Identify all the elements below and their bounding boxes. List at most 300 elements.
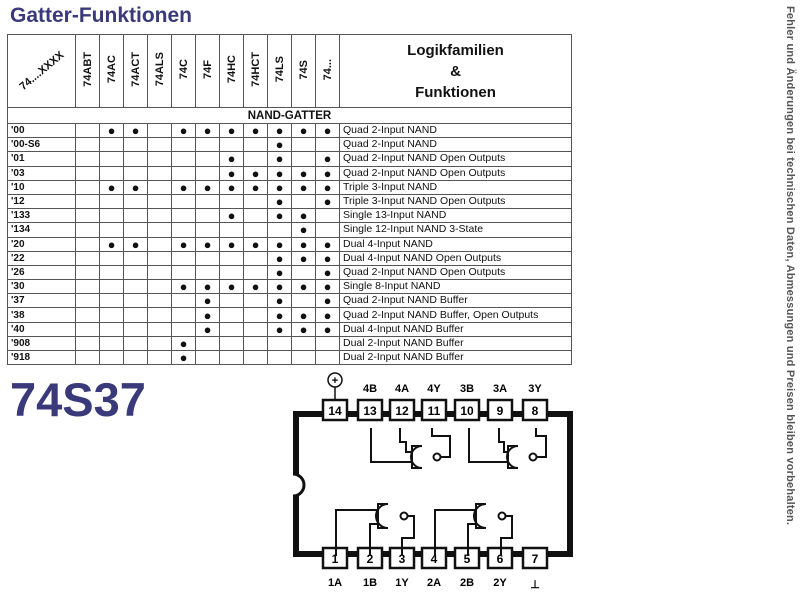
family-header bbox=[196, 35, 220, 108]
availability-dot-icon: ● bbox=[251, 180, 260, 195]
availability-cell bbox=[292, 124, 316, 138]
availability-dot-icon: ● bbox=[323, 237, 332, 252]
availability-cell bbox=[172, 166, 196, 180]
availability-cell bbox=[100, 138, 124, 152]
availability-cell bbox=[220, 124, 244, 138]
availability-cell bbox=[148, 152, 172, 166]
availability-cell bbox=[196, 209, 220, 223]
chip-notch bbox=[293, 474, 304, 496]
availability-cell bbox=[292, 209, 316, 223]
family-header bbox=[148, 35, 172, 108]
availability-cell bbox=[148, 124, 172, 138]
pin-number: 11 bbox=[427, 404, 441, 418]
availability-cell bbox=[244, 308, 268, 322]
availability-cell bbox=[292, 166, 316, 180]
availability-cell bbox=[244, 237, 268, 251]
availability-cell bbox=[292, 336, 316, 350]
availability-cell bbox=[244, 223, 268, 237]
availability-dot-icon: ● bbox=[203, 180, 212, 195]
part-code-cell: '03 bbox=[8, 166, 76, 180]
availability-cell bbox=[292, 251, 316, 265]
function-cell: Quad 2-Input NAND Buffer bbox=[340, 294, 572, 308]
availability-dot-icon: ● bbox=[227, 279, 236, 294]
availability-dot-icon: ● bbox=[323, 307, 332, 323]
pin-label: 3A bbox=[492, 383, 508, 395]
availability-dot-icon: ● bbox=[203, 237, 212, 252]
table-row bbox=[8, 194, 572, 208]
pin-number: 5 bbox=[463, 552, 471, 566]
availability-cell bbox=[196, 180, 220, 194]
availability-cell bbox=[316, 124, 340, 138]
part-code-cell: '22 bbox=[8, 251, 76, 265]
availability-cell bbox=[268, 138, 292, 152]
availability-dot-icon: ● bbox=[299, 322, 308, 337]
family-header bbox=[124, 35, 148, 108]
availability-cell bbox=[268, 251, 292, 265]
availability-cell bbox=[172, 209, 196, 223]
availability-cell bbox=[316, 152, 340, 166]
function-cell: Quad 2-Input NAND Open Outputs bbox=[340, 265, 572, 279]
availability-cell bbox=[316, 209, 340, 223]
family-label: 74ACT bbox=[129, 52, 142, 87]
availability-cell bbox=[220, 223, 244, 237]
part-code-cell: '30 bbox=[8, 280, 76, 294]
availability-dot-icon: ● bbox=[275, 279, 284, 294]
disclaimer-note: Fehler und Änderungen bei technischen Daten, Abmessungen und Preisen bleiben vorbehalten. bbox=[784, 6, 796, 526]
availability-cell bbox=[244, 265, 268, 279]
family-header bbox=[76, 35, 100, 108]
availability-cell bbox=[292, 294, 316, 308]
table-row bbox=[8, 308, 572, 322]
family-label: 74HC bbox=[225, 55, 238, 84]
availability-cell bbox=[76, 124, 100, 138]
availability-dot-icon: ● bbox=[251, 166, 260, 181]
availability-cell bbox=[172, 152, 196, 166]
pin-number: 1 bbox=[331, 552, 339, 566]
function-cell: Triple 3-Input NAND Open Outputs bbox=[340, 194, 572, 208]
top-pin bbox=[390, 383, 414, 420]
family-label: 74LS bbox=[273, 56, 286, 83]
availability-cell bbox=[100, 265, 124, 279]
availability-cell bbox=[292, 180, 316, 194]
availability-cell bbox=[172, 294, 196, 308]
availability-cell bbox=[220, 209, 244, 223]
pin-label: 4B bbox=[362, 383, 378, 395]
pin-label: 3Y bbox=[528, 383, 542, 395]
availability-cell bbox=[100, 336, 124, 350]
availability-dot-icon: ● bbox=[299, 251, 308, 266]
table-row bbox=[8, 237, 572, 251]
family-header bbox=[172, 35, 196, 108]
availability-cell bbox=[268, 265, 292, 279]
availability-cell bbox=[244, 280, 268, 294]
availability-cell bbox=[196, 194, 220, 208]
availability-cell bbox=[220, 194, 244, 208]
availability-dot-icon: ● bbox=[323, 322, 332, 337]
availability-cell bbox=[220, 336, 244, 350]
availability-dot-icon: ● bbox=[299, 222, 308, 237]
availability-cell bbox=[268, 237, 292, 251]
availability-cell bbox=[220, 294, 244, 308]
availability-cell bbox=[148, 180, 172, 194]
availability-cell bbox=[148, 280, 172, 294]
top-pin bbox=[523, 383, 547, 420]
availability-cell bbox=[124, 237, 148, 251]
pin-number: 3 bbox=[398, 552, 406, 566]
availability-cell bbox=[124, 209, 148, 223]
availability-cell bbox=[268, 209, 292, 223]
part-code-cell: '00-S6 bbox=[8, 138, 76, 152]
availability-cell bbox=[316, 251, 340, 265]
availability-cell bbox=[268, 152, 292, 166]
availability-dot-icon: ● bbox=[227, 166, 236, 181]
part-code-cell: '12 bbox=[8, 194, 76, 208]
family-header bbox=[268, 35, 292, 108]
pin-number: 4 bbox=[430, 552, 438, 566]
availability-dot-icon: ● bbox=[251, 123, 260, 138]
availability-cell bbox=[244, 322, 268, 336]
availability-cell bbox=[316, 237, 340, 251]
function-cell: Single 8-Input NAND bbox=[340, 280, 572, 294]
table-row bbox=[8, 124, 572, 138]
availability-cell bbox=[172, 322, 196, 336]
availability-cell bbox=[100, 180, 124, 194]
availability-dot-icon: ● bbox=[299, 237, 308, 252]
availability-cell bbox=[292, 280, 316, 294]
family-header bbox=[316, 35, 340, 108]
availability-cell bbox=[148, 251, 172, 265]
availability-cell bbox=[268, 180, 292, 194]
availability-cell bbox=[196, 251, 220, 265]
family-label: 74... bbox=[321, 58, 334, 81]
table-row bbox=[8, 209, 572, 223]
availability-dot-icon: ● bbox=[203, 279, 212, 294]
availability-cell bbox=[124, 223, 148, 237]
availability-cell bbox=[268, 166, 292, 180]
availability-cell bbox=[124, 336, 148, 350]
availability-cell bbox=[124, 322, 148, 336]
availability-cell bbox=[268, 280, 292, 294]
availability-cell bbox=[76, 351, 100, 365]
availability-dot-icon: ● bbox=[323, 265, 332, 280]
family-header bbox=[100, 35, 124, 108]
availability-cell bbox=[76, 265, 100, 279]
availability-cell bbox=[268, 294, 292, 308]
pin-number: 6 bbox=[496, 552, 504, 566]
corner-label: 74....XXXX bbox=[17, 49, 66, 93]
availability-cell bbox=[268, 194, 292, 208]
availability-cell bbox=[148, 166, 172, 180]
availability-dot-icon: ● bbox=[275, 293, 284, 308]
availability-cell bbox=[100, 251, 124, 265]
availability-cell bbox=[172, 336, 196, 350]
pin-label: 3B bbox=[459, 383, 475, 395]
family-label: 74C bbox=[177, 59, 190, 80]
availability-dot-icon: ● bbox=[275, 166, 284, 181]
table-row bbox=[8, 251, 572, 265]
availability-cell bbox=[268, 223, 292, 237]
availability-cell bbox=[316, 322, 340, 336]
availability-cell bbox=[316, 166, 340, 180]
part-code-cell: '38 bbox=[8, 308, 76, 322]
availability-cell bbox=[196, 294, 220, 308]
availability-dot-icon: ● bbox=[107, 180, 116, 195]
availability-dot-icon: ● bbox=[251, 237, 260, 252]
pin-number: 2 bbox=[366, 552, 374, 566]
heading-line: & bbox=[450, 62, 461, 80]
family-header bbox=[244, 35, 268, 108]
availability-cell bbox=[124, 180, 148, 194]
availability-cell bbox=[76, 166, 100, 180]
pin-label: 4Y bbox=[427, 383, 441, 395]
availability-cell bbox=[244, 180, 268, 194]
availability-cell bbox=[196, 280, 220, 294]
availability-dot-icon: ● bbox=[275, 322, 284, 337]
availability-dot-icon: ● bbox=[323, 166, 332, 181]
availability-cell bbox=[244, 294, 268, 308]
availability-cell bbox=[76, 336, 100, 350]
availability-cell bbox=[100, 351, 124, 365]
availability-cell bbox=[148, 237, 172, 251]
availability-cell bbox=[172, 180, 196, 194]
availability-dot-icon: ● bbox=[227, 123, 236, 138]
availability-cell bbox=[124, 251, 148, 265]
availability-cell bbox=[76, 209, 100, 223]
availability-dot-icon: ● bbox=[299, 307, 308, 323]
part-code-cell: '10 bbox=[8, 180, 76, 194]
availability-cell bbox=[244, 166, 268, 180]
part-code-cell: '40 bbox=[8, 322, 76, 336]
availability-cell bbox=[76, 223, 100, 237]
availability-cell bbox=[220, 265, 244, 279]
pin-label: 1Y bbox=[395, 577, 409, 589]
availability-cell bbox=[124, 280, 148, 294]
top-pin bbox=[422, 383, 446, 420]
availability-cell bbox=[244, 124, 268, 138]
availability-cell bbox=[220, 351, 244, 365]
availability-dot-icon: ● bbox=[323, 194, 332, 209]
availability-cell bbox=[148, 209, 172, 223]
availability-cell bbox=[244, 194, 268, 208]
availability-dot-icon: ● bbox=[107, 123, 116, 138]
availability-cell bbox=[268, 124, 292, 138]
availability-cell bbox=[148, 336, 172, 350]
part-code-cell: '00 bbox=[8, 124, 76, 138]
availability-cell bbox=[316, 336, 340, 350]
function-cell: Dual 4-Input NAND Open Outputs bbox=[340, 251, 572, 265]
availability-cell bbox=[220, 152, 244, 166]
availability-cell bbox=[244, 351, 268, 365]
availability-dot-icon: ● bbox=[203, 322, 212, 337]
availability-cell bbox=[124, 308, 148, 322]
availability-dot-icon: ● bbox=[107, 237, 116, 252]
availability-cell bbox=[196, 322, 220, 336]
availability-dot-icon: ● bbox=[131, 237, 140, 252]
availability-cell bbox=[220, 308, 244, 322]
availability-cell bbox=[292, 308, 316, 322]
availability-cell bbox=[316, 265, 340, 279]
family-label: 74ALS bbox=[153, 52, 166, 87]
availability-cell bbox=[172, 223, 196, 237]
availability-cell bbox=[244, 251, 268, 265]
availability-cell bbox=[76, 280, 100, 294]
logic-family-table bbox=[7, 34, 572, 365]
availability-cell bbox=[316, 308, 340, 322]
pin-label: 1B bbox=[362, 577, 378, 589]
availability-cell bbox=[100, 280, 124, 294]
availability-dot-icon: ● bbox=[179, 237, 188, 252]
ic-pinout-diagram bbox=[280, 370, 590, 596]
availability-cell bbox=[268, 351, 292, 365]
pin-label: 2Y bbox=[493, 577, 507, 589]
part-number: 74S37 bbox=[10, 373, 146, 426]
availability-dot-icon: ● bbox=[131, 180, 140, 195]
availability-dot-icon: ● bbox=[299, 208, 308, 223]
table-row bbox=[8, 336, 572, 350]
top-pin bbox=[358, 383, 382, 420]
availability-dot-icon: ● bbox=[323, 251, 332, 266]
family-label: 74HCT bbox=[249, 52, 262, 87]
availability-cell bbox=[124, 351, 148, 365]
table-row bbox=[8, 351, 572, 365]
family-label: 74AC bbox=[105, 55, 118, 84]
availability-cell bbox=[316, 223, 340, 237]
availability-cell bbox=[76, 308, 100, 322]
availability-cell bbox=[292, 223, 316, 237]
table-row bbox=[8, 322, 572, 336]
bottom-pin bbox=[523, 548, 547, 568]
availability-cell bbox=[76, 322, 100, 336]
availability-cell bbox=[100, 152, 124, 166]
function-cell: Dual 2-Input NAND Buffer bbox=[340, 351, 572, 365]
availability-cell bbox=[292, 138, 316, 152]
availability-dot-icon: ● bbox=[179, 336, 188, 351]
availability-cell bbox=[196, 166, 220, 180]
availability-cell bbox=[316, 351, 340, 365]
table-row bbox=[8, 223, 572, 237]
availability-cell bbox=[100, 322, 124, 336]
availability-cell bbox=[76, 237, 100, 251]
availability-cell bbox=[148, 138, 172, 152]
availability-dot-icon: ● bbox=[299, 279, 308, 294]
availability-cell bbox=[124, 194, 148, 208]
page-title: Gatter-Funktionen bbox=[10, 4, 192, 27]
availability-dot-icon: ● bbox=[179, 180, 188, 195]
availability-cell bbox=[316, 194, 340, 208]
function-cell: Single 13-Input NAND bbox=[340, 209, 572, 223]
availability-dot-icon: ● bbox=[203, 123, 212, 138]
availability-cell bbox=[100, 308, 124, 322]
function-heading bbox=[340, 35, 572, 108]
availability-dot-icon: ● bbox=[323, 293, 332, 308]
availability-cell bbox=[76, 294, 100, 308]
function-cell: Dual 4-Input NAND Buffer bbox=[340, 322, 572, 336]
availability-dot-icon: ● bbox=[299, 180, 308, 195]
availability-cell bbox=[172, 308, 196, 322]
availability-cell bbox=[244, 336, 268, 350]
availability-dot-icon: ● bbox=[275, 123, 284, 138]
pin-label: 4A bbox=[394, 383, 410, 395]
function-cell: Dual 2-Input NAND Buffer bbox=[340, 336, 572, 350]
function-cell: Quad 2-Input NAND bbox=[340, 124, 572, 138]
availability-cell bbox=[124, 152, 148, 166]
availability-dot-icon: ● bbox=[227, 208, 236, 223]
availability-cell bbox=[100, 194, 124, 208]
function-cell: Quad 2-Input NAND Buffer, Open Outputs bbox=[340, 308, 572, 322]
top-pin bbox=[488, 383, 512, 420]
table-row bbox=[8, 280, 572, 294]
table-row bbox=[8, 138, 572, 152]
availability-cell bbox=[292, 351, 316, 365]
availability-cell bbox=[100, 223, 124, 237]
availability-dot-icon: ● bbox=[275, 307, 284, 323]
availability-cell bbox=[220, 322, 244, 336]
availability-cell bbox=[220, 251, 244, 265]
family-label: 74F bbox=[201, 60, 214, 79]
availability-cell bbox=[196, 308, 220, 322]
availability-cell bbox=[292, 194, 316, 208]
availability-cell bbox=[196, 351, 220, 365]
availability-dot-icon: ● bbox=[275, 151, 284, 167]
availability-cell bbox=[148, 351, 172, 365]
availability-cell bbox=[244, 138, 268, 152]
family-label: 74ABT bbox=[81, 52, 94, 87]
pin-number: 9 bbox=[496, 404, 504, 418]
availability-dot-icon: ● bbox=[179, 123, 188, 138]
part-code-cell: '918 bbox=[8, 351, 76, 365]
pin-number: 7 bbox=[531, 552, 539, 566]
corner-header bbox=[8, 35, 76, 108]
availability-dot-icon: ● bbox=[251, 279, 260, 294]
function-cell: Quad 2-Input NAND bbox=[340, 138, 572, 152]
pin-number: 10 bbox=[460, 404, 474, 418]
availability-cell bbox=[196, 152, 220, 166]
heading-line: Funktionen bbox=[415, 83, 496, 101]
availability-dot-icon: ● bbox=[275, 237, 284, 252]
pin-number: 13 bbox=[363, 404, 377, 418]
availability-dot-icon: ● bbox=[275, 208, 284, 223]
pin-label: 2B bbox=[459, 577, 475, 589]
function-cell: Triple 3-Input NAND bbox=[340, 180, 572, 194]
availability-cell bbox=[124, 138, 148, 152]
table-header-row bbox=[8, 35, 572, 108]
availability-dot-icon: ● bbox=[179, 350, 188, 365]
availability-dot-icon: ● bbox=[299, 123, 308, 138]
availability-dot-icon: ● bbox=[179, 279, 188, 294]
availability-cell bbox=[100, 237, 124, 251]
part-code-cell: '133 bbox=[8, 209, 76, 223]
availability-dot-icon: ● bbox=[323, 279, 332, 294]
availability-dot-icon: ● bbox=[323, 151, 332, 167]
availability-dot-icon: ● bbox=[203, 307, 212, 323]
availability-cell bbox=[220, 180, 244, 194]
availability-cell bbox=[148, 194, 172, 208]
availability-cell bbox=[292, 322, 316, 336]
table-row bbox=[8, 265, 572, 279]
part-code-cell: '37 bbox=[8, 294, 76, 308]
heading-line: Logikfamilien bbox=[407, 41, 504, 59]
availability-cell bbox=[172, 124, 196, 138]
availability-cell bbox=[76, 138, 100, 152]
availability-cell bbox=[292, 265, 316, 279]
availability-cell bbox=[100, 294, 124, 308]
availability-dot-icon: ● bbox=[275, 137, 284, 152]
availability-cell bbox=[172, 138, 196, 152]
availability-cell bbox=[148, 308, 172, 322]
table-row bbox=[8, 180, 572, 194]
availability-cell bbox=[148, 265, 172, 279]
ground-symbol-icon: ⊥ bbox=[530, 579, 540, 591]
